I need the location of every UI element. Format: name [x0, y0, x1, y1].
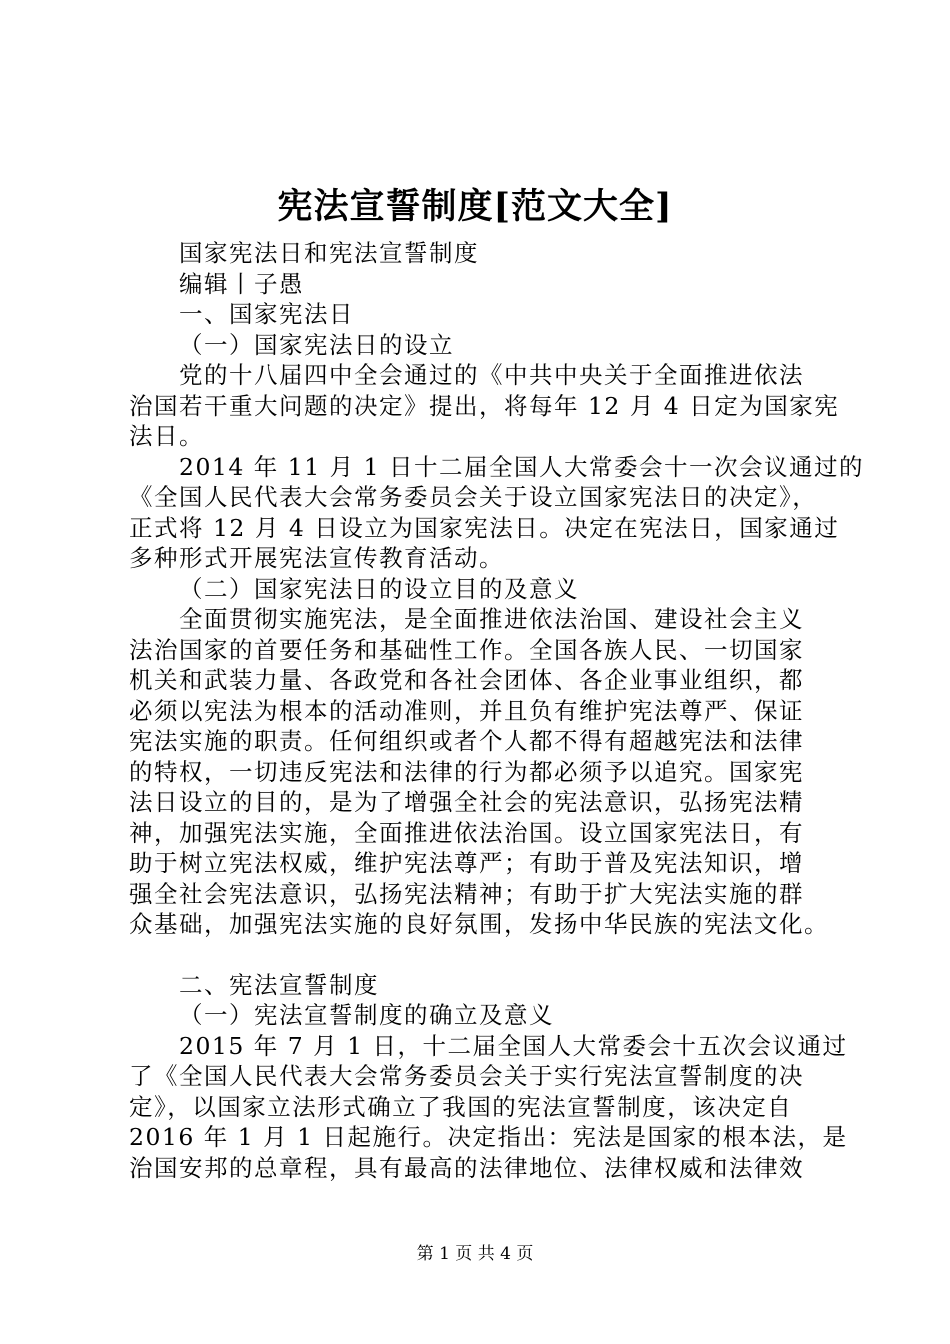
paragraph-line: 的特权，一切违反宪法和法律的行为都必须予以追究。国家宪 — [129, 757, 804, 786]
section-heading-1: 一、国家宪法日 — [179, 300, 354, 328]
paragraph-line: 定》，以国家立法形式确立了我国的宪法宣誓制度，该决定自 — [129, 1092, 793, 1121]
paragraph-line: 2016 年 1 月 1 日起施行。决定指出：宪法是国家的根本法，是 — [129, 1123, 848, 1151]
subsection-heading-2-1: （一）宪法宣誓制度的确立及意义 — [179, 1001, 554, 1029]
paragraph-line: 神，加强宪法实施，全面推进依法治国。设立国家宪法日，有 — [129, 818, 804, 847]
paragraph-gap — [129, 940, 829, 970]
paragraph-line: 助于树立宪法权威，维护宪法尊严；有助于普及宪法知识，增 — [129, 849, 804, 877]
editor-line: 编辑丨子愚 — [179, 269, 304, 298]
paragraph-line: 2014 年 11 月 1 日十二届全国人大常委会十一次会议通过的 — [179, 452, 865, 481]
paragraph-line: 法治国家的首要任务和基础性工作。全国各族人民、一切国家 — [129, 635, 804, 664]
paragraph-line: 多种形式开展宪法宣传教育活动。 — [129, 544, 504, 572]
paragraph-line: 宪法实施的职责。任何组织或者个人都不得有超越宪法和法律 — [129, 727, 804, 755]
paragraph-line: 法日。 — [129, 422, 204, 450]
page-footer: 第 1 页 共 4 页 — [416, 1244, 534, 1264]
paragraph-line: 正式将 12 月 4 日设立为国家宪法日。决定在宪法日，国家通过 — [129, 513, 840, 542]
paragraph-line: 《全国人民代表大会常务委员会关于设立国家宪法日的决定》， — [129, 483, 818, 511]
paragraph-line: 法日设立的目的，是为了增强全社会的宪法意识，弘扬宪法精 — [129, 788, 804, 816]
subsection-heading-1-2: （二）国家宪法日的设立目的及意义 — [179, 574, 579, 603]
subsection-heading-1-1: （一）国家宪法日的设立 — [179, 330, 454, 359]
section-heading-2: 二、宪法宣誓制度 — [179, 970, 379, 999]
paragraph-line: 机关和武装力量、各政党和各社会团体、各企业事业组织，都 — [129, 666, 804, 694]
paragraph-line: 强全社会宪法意识，弘扬宪法精神；有助于扩大宪法实施的群 — [129, 879, 804, 908]
paragraph-line: 党的十八届四中全会通过的《中共中央关于全面推进依法 — [179, 361, 804, 389]
paragraph-line: 2015 年 7 月 1 日，十二届全国人大常委会十五次会议通过 — [179, 1031, 848, 1060]
paragraph-line: 必须以宪法为根本的活动准则，并且负有维护宪法尊严、保证 — [129, 696, 804, 725]
paragraph-line: 了《全国人民代表大会常务委员会关于实行宪法宣誓制度的决 — [129, 1062, 804, 1090]
paragraph-line: 治国若干重大问题的决定》提出，将每年 12 月 4 日定为国家宪 — [129, 391, 840, 420]
subtitle-line: 国家宪法日和宪法宣誓制度 — [179, 239, 479, 267]
document-body — [129, 238, 865, 1183]
document-title: 宪法宣誓制度[范文大全] — [277, 186, 673, 227]
paragraph-line: 治国安邦的总章程，具有最高的法律地位、法律权威和法律效 — [129, 1153, 804, 1182]
paragraph-line: 全面贯彻实施宪法，是全面推进依法治国、建设社会主义 — [179, 605, 804, 633]
paragraph-line: 众基础，加强宪法实施的良好氛围，发扬中华民族的宪法文化。 — [129, 910, 829, 938]
